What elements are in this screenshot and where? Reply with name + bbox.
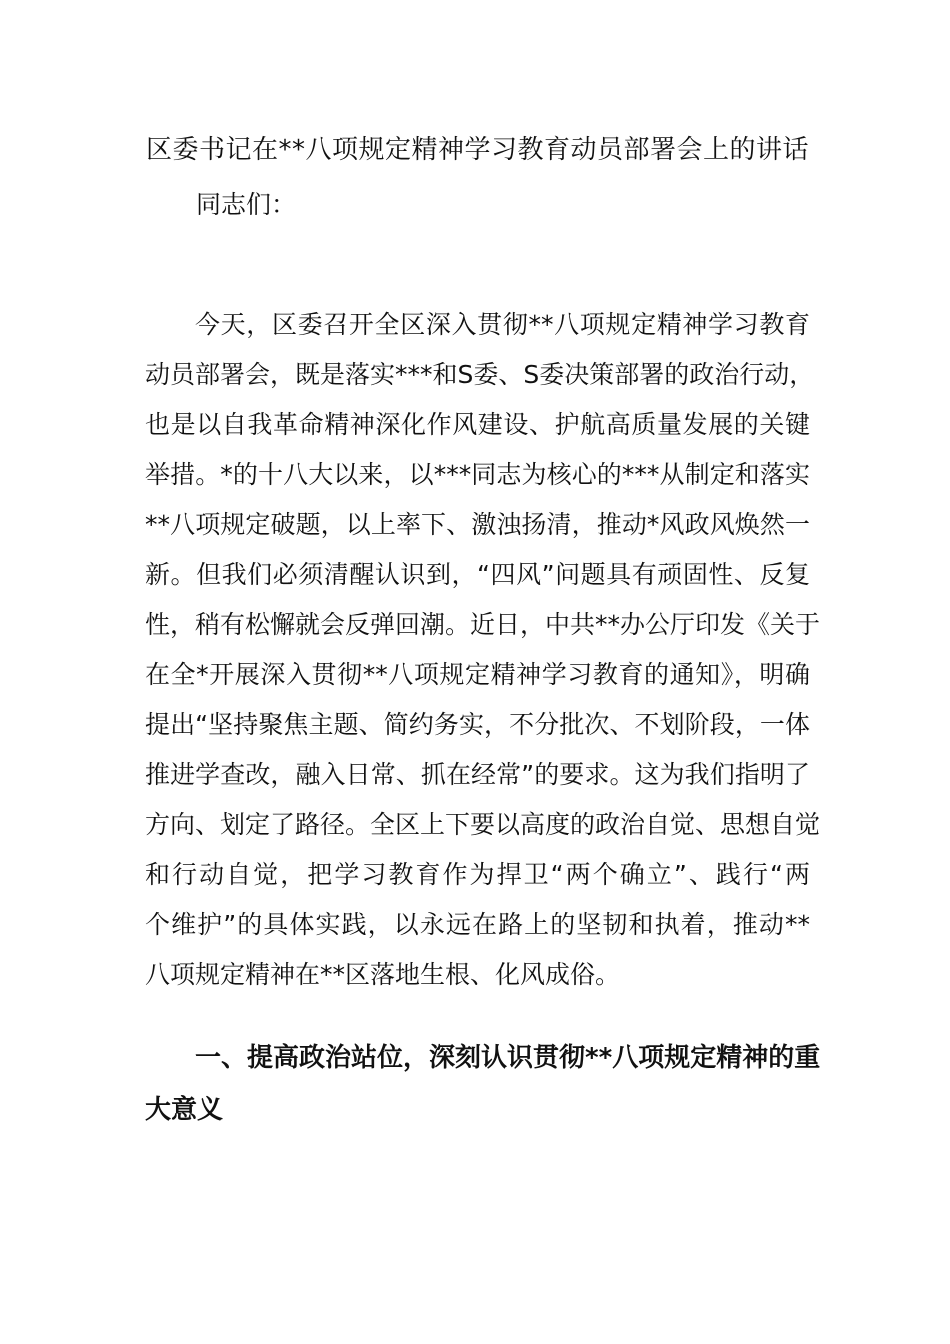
paragraph-line: 今天，区委召开全区深入贯彻**八项规定精神学习教育 <box>195 310 810 339</box>
section-heading <box>145 1032 821 1136</box>
paragraph-line: 和行动自觉，把学习教育作为捍卫“两个确立”、践行“两 <box>145 860 810 889</box>
paragraph-line: 八项规定精神在**区落地生根、化风成俗。 <box>145 960 621 989</box>
paragraph-line: 提出“坚持聚焦主题、简约务实，不分批次、不划阶段，一体 <box>145 710 810 739</box>
paragraph-line: 方向、划定了路径。全区上下要以高度的政治自觉、思想自觉 <box>145 810 821 839</box>
paragraph-line: 个维护”的具体实践，以永远在路上的坚韧和执着，推动** <box>145 910 810 939</box>
section-heading-line: 一、提高政治站位，深刻认识贯彻**八项规定精神的重 <box>195 1043 821 1073</box>
paragraph-line: **八项规定破题，以上率下、激浊扬清，推动*风政风焕然一 <box>145 510 810 539</box>
paragraph-line: 性，稍有松懈就会反弹回潮。近日，中共**办公厅印发《关于 <box>145 610 821 639</box>
paragraph-line: 在全*开展深入贯彻**八项规定精神学习教育的通知》，明确 <box>145 660 810 689</box>
paragraph-line: 举措。*的十八大以来，以***同志为核心的***从制定和落实 <box>145 460 810 489</box>
body-paragraph <box>145 300 821 1000</box>
greeting: 同志们： <box>196 190 297 219</box>
paragraph-line: 新。但我们必须清醒认识到，“四风”问题具有顽固性、反复 <box>145 560 810 589</box>
paragraph-line: 推进学查改，融入日常、抓在经常”的要求。这为我们指明了 <box>145 760 810 789</box>
paragraph-line: 也是以自我革命精神深化作风建设、护航高质量发展的关键 <box>145 410 810 439</box>
section-heading-line: 大意义 <box>145 1095 224 1125</box>
document-title: 区委书记在**八项规定精神学习教育动员部署会上的讲话 <box>145 135 809 165</box>
paragraph-line: 动员部署会，既是落实***和S委、S委决策部署的政治行动， <box>145 360 815 389</box>
